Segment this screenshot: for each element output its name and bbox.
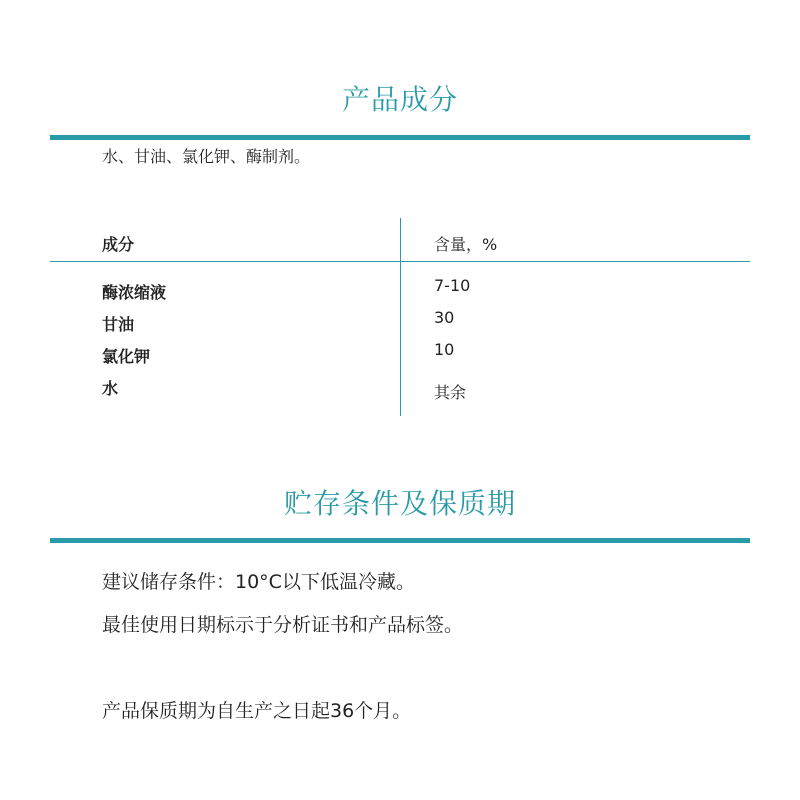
storage-title: 贮存条件及保质期 (283, 487, 516, 520)
table-row-value: 30 (434, 308, 455, 327)
table-column-divider (400, 218, 401, 416)
table-header-divider (50, 261, 750, 262)
table-row-value: 7-10 (434, 276, 471, 295)
storage-divider (50, 538, 750, 543)
composition-divider (50, 135, 750, 140)
composition-intro: 水、甘油、氯化钾、酶制剂。 (102, 147, 311, 166)
table-row-name: 酶浓缩液 (102, 283, 167, 302)
table-row-value: 其余 (434, 383, 467, 402)
composition-title: 产品成分 (341, 83, 458, 116)
composition-table (50, 218, 750, 418)
table-row-name: 氯化钾 (102, 347, 151, 366)
table-header-content: 含量，% (434, 235, 498, 254)
table-row-value: 10 (434, 340, 455, 359)
storage-shelf-life: 产品保质期为自生产之日起36个月。 (102, 700, 412, 722)
storage-condition: 建议储存条件：10°C以下低温冷藏。 (102, 571, 415, 593)
table-row-name: 水 (102, 379, 119, 398)
storage-best-before: 最佳使用日期标示于分析证书和产品标签。 (102, 614, 464, 636)
table-header-ingredient: 成分 (102, 235, 135, 254)
table-row-name: 甘油 (102, 315, 135, 334)
